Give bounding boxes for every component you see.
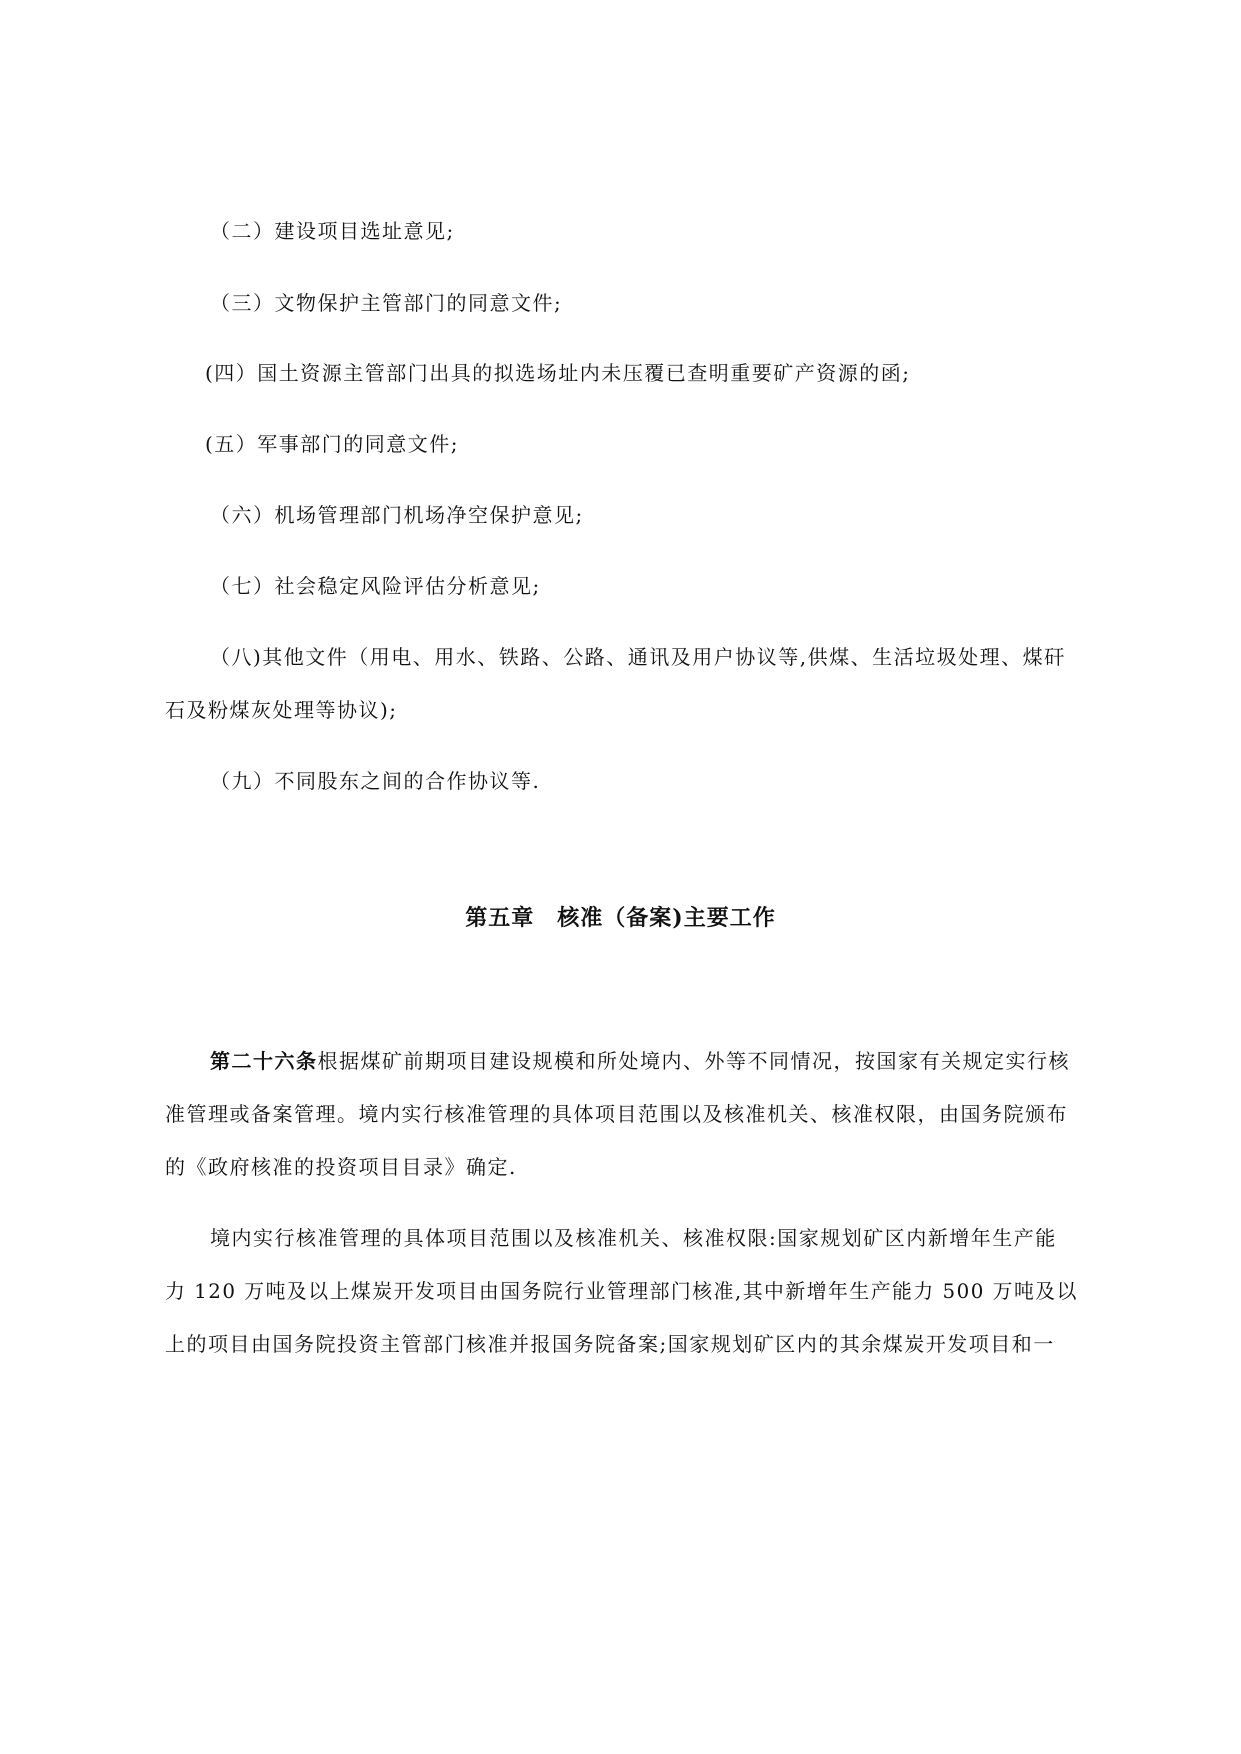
paragraph-2-line-1: 境内实行核准管理的具体项目范围以及核准机关、核准权限:国家规划矿区内新增年生产能 (210, 1226, 1057, 1250)
paragraph-2-line-3: 上的项目由国务院投资主管部门核准并报国务院备案;国家规划矿区内的其余煤炭开发项目和一 (165, 1332, 1055, 1356)
list-item-2: （二）建设项目选址意见; (210, 219, 455, 243)
list-item-4: (四）国土资源主管部门出具的拟选场址内未压覆已查明重要矿产资源的函; (205, 361, 911, 385)
article-text-line-2: 准管理或备案管理。境内实行核准管理的具体项目范围以及核准机关、核准权限，由国务院颁布 (165, 1102, 1068, 1126)
article-text-line-1: 根据煤矿前期项目建设规模和所处境内、外等不同情况，按国家有关规定实行核 (317, 1049, 1070, 1073)
article-26-line-1 (210, 1048, 1070, 1074)
paragraph-2-line-2: 力 120 万吨及以上煤炭开发项目由国务院行业管理部门核准,其中新增年生产能力 500 万吨及以 (165, 1279, 1078, 1303)
list-item-9: （九）不同股东之间的合作协议等. (210, 769, 541, 793)
list-item-3: （三）文物保护主管部门的同意文件; (210, 291, 563, 315)
article-text-line-3: 的《政府核准的投资项目目录》确定. (165, 1155, 517, 1179)
list-item-6: （六）机场管理部门机场净空保护意见; (210, 503, 584, 527)
list-item-8: （八)其他文件（用电、用水、铁路、公路、通讯及用户协议等,供煤、生活垃圾处理、煤矸 (210, 645, 1066, 669)
list-item-5: (五）军事部门的同意文件; (205, 432, 460, 456)
list-item-7: （七）社会稳定风险评估分析意见; (210, 574, 541, 598)
list-item-8-continuation: 石及粉煤灰处理等协议); (165, 698, 398, 722)
chapter-heading: 第五章 核准（备案)主要工作 (465, 905, 776, 931)
article-label: 第二十六条 (210, 1049, 318, 1073)
